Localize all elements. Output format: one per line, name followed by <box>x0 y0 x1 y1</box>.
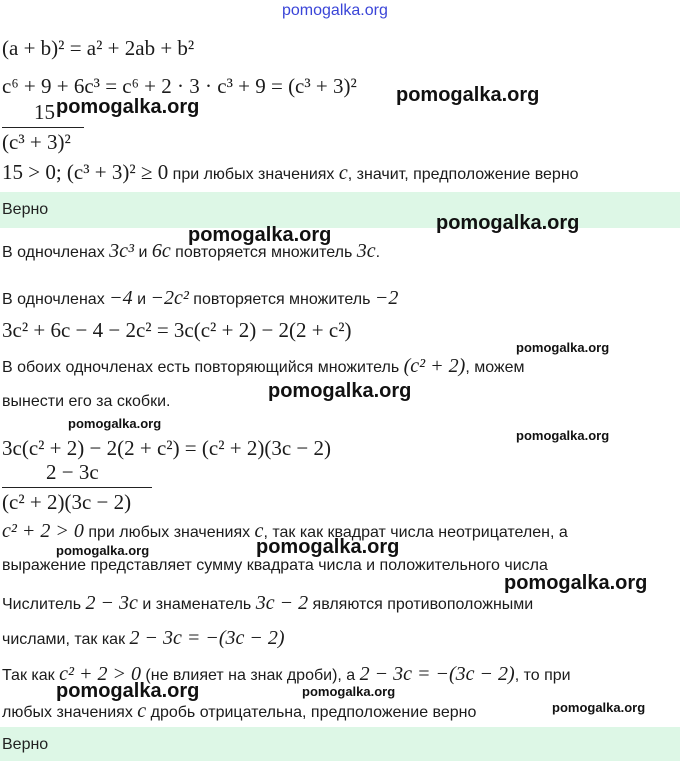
conclusion-1-math: 15 > 0; (c³ + 3)² ≥ 0 <box>2 160 169 184</box>
p3-text-b: , можем <box>465 359 525 376</box>
paragraph-opposite-numbers <box>2 592 533 615</box>
watermark: pomogalka.org <box>268 380 412 402</box>
p1-text-a: В одночленах <box>2 244 110 261</box>
verdict-2-label: Верно <box>2 736 49 753</box>
p1-text-c: повторяется множитель <box>170 244 357 261</box>
paragraph-common-bracket <box>2 355 525 378</box>
watermark: pomogalka.org <box>68 416 162 431</box>
watermark: pomogalka.org <box>396 84 540 106</box>
p3-math: (c² + 2) <box>403 355 466 377</box>
p6-text-c: , то при <box>514 667 571 684</box>
p5-math-1: 2 − 3c <box>85 592 138 614</box>
p5-math-3: 2 − 3c = −(3c − 2) <box>129 627 285 649</box>
formula-expansion: c⁶ + 9 + 6c³ = c⁶ + 2 · 3 · c³ + 9 = (c³ + 3)² <box>2 74 357 98</box>
p6-math-2: 2 − 3c = −(3c − 2) <box>359 663 515 685</box>
watermark: pomogalka.org <box>516 428 610 443</box>
p1-text-b: и <box>134 244 152 261</box>
p6-text-b: (не влияет на знак дроби), а <box>140 667 360 684</box>
equation-factored: 3c(c² + 2) − 2(2 + c²) = (c² + 2)(3c − 2) <box>2 436 331 460</box>
equation-grouping: 3c² + 6c − 4 − 2c² = 3c(c² + 2) − 2(2 + c²) <box>2 318 352 342</box>
p3-text-a: В обоих одночленах есть повторяющийся множитель <box>2 359 404 376</box>
p6-var: c <box>137 700 147 722</box>
p5-text-b: и знаменатель <box>137 596 256 613</box>
watermark: pomogalka.org <box>56 680 200 702</box>
p5-text-c: являются противоположными <box>308 596 534 613</box>
conclusion-1-var: c <box>338 162 348 184</box>
p2-math-2: −2c² <box>150 287 189 309</box>
fraction-2-numerator: 2 − 3c <box>46 460 99 484</box>
conclusion-line-1 <box>2 160 579 185</box>
p2-text-a: В одночленах <box>2 291 110 308</box>
paragraph-common-bracket-line2: вынести его за скобки. <box>2 393 171 410</box>
fraction-1-bar <box>2 127 84 128</box>
fraction-1-denominator: (c³ + 3)² <box>2 130 71 154</box>
watermark: pomogalka.org <box>516 340 610 355</box>
watermark: pomogalka.org <box>188 224 332 246</box>
fraction-2-denominator: (c² + 2)(3c − 2) <box>2 490 132 514</box>
formula-square-of-sum: (a + b)² = a² + 2ab + b² <box>2 36 195 60</box>
fraction-2-bar <box>2 487 152 488</box>
fraction-2 <box>2 460 154 518</box>
watermark: pomogalka.org <box>552 700 646 715</box>
p4-var: c <box>254 520 264 542</box>
paragraph-opposite-numbers-line2 <box>2 627 285 650</box>
p4-text-b: , так как квадрат числа неотрицателен, а <box>263 524 568 541</box>
p2-text-b: и <box>132 291 151 308</box>
p6-text-e: дробь отрицательна, предположение верно <box>146 704 477 721</box>
watermark: pomogalka.org <box>436 212 580 234</box>
watermark-top: pomogalka.org <box>282 2 388 19</box>
p4-math: c² + 2 > 0 <box>2 520 84 542</box>
p6-math-1: c² + 2 > 0 <box>59 663 141 685</box>
paragraph-positive-denominator-line2: выражение представляет сумму квадрата числа и положительного числа <box>2 557 548 574</box>
watermark: pomogalka.org <box>504 572 648 594</box>
watermark: pomogalka.org <box>56 543 150 558</box>
p5-text-a: Числитель <box>2 596 86 613</box>
p2-text-c: повторяется множитель <box>188 291 375 308</box>
p2-math-3: −2 <box>374 287 399 309</box>
fraction-1-numerator: 15 <box>34 100 55 124</box>
watermark: pomogalka.org <box>56 96 200 118</box>
verdict-1-label: Верно <box>2 201 49 218</box>
p1-math-3: 3c <box>356 240 376 262</box>
paragraph-final-line2 <box>2 700 476 723</box>
conclusion-1-tail: , значит, предположение верно <box>347 166 579 183</box>
p1-math-1: 3c³ <box>109 240 135 262</box>
verdict-band-2 <box>0 727 680 761</box>
p4-text-a: при любых значениях <box>83 524 255 541</box>
p6-text-d: любых значениях <box>2 704 138 721</box>
p1-text-d: . <box>375 244 381 261</box>
conclusion-1-text: при любых значениях <box>168 166 339 183</box>
p2-math-1: −4 <box>109 287 133 309</box>
paragraph-common-factor-2 <box>2 287 398 310</box>
p5-math-2: 3c − 2 <box>255 592 309 614</box>
p5-text-d: числами, так как <box>2 631 130 648</box>
p1-math-2: 6c <box>151 240 171 262</box>
watermark: pomogalka.org <box>302 684 396 699</box>
watermark: pomogalka.org <box>256 536 400 558</box>
p6-text-a: Так как <box>2 667 60 684</box>
